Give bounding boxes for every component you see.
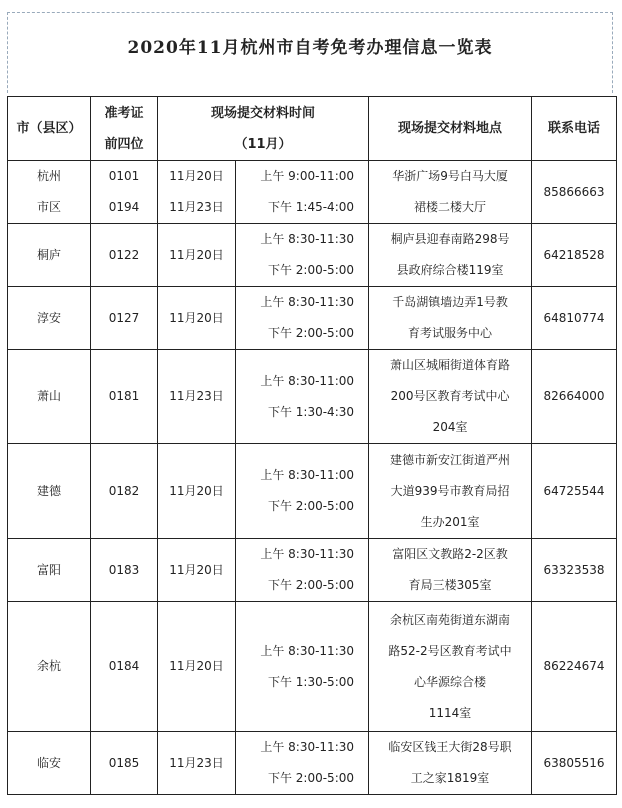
prefix-cell: 0184: [91, 602, 158, 732]
header-phone: 联系电话: [532, 97, 617, 161]
city-cell: 萧山: [8, 350, 91, 444]
prefix-cell: 0127: [91, 287, 158, 350]
date-cell: 11月23日: [158, 350, 236, 444]
prefix-cell: 0181: [91, 350, 158, 444]
location-cell: 桐庐县迎春南路298号 县政府综合楼119室: [369, 224, 532, 287]
phone-cell: 82664000: [532, 350, 617, 444]
time-cell: 上午 8:30-11:00 下午 1:30-4:30: [236, 350, 369, 444]
time-cell: 上午 8:30-11:00 下午 2:00-5:00: [236, 444, 369, 539]
location-cell: 建德市新安江街道严州 大道939号市教育局招 生办201室: [369, 444, 532, 539]
table-row: [8, 350, 617, 444]
location-cell: 萧山区城厢街道体育路 200号区教育考试中心 204室: [369, 350, 532, 444]
location-cell: 富阳区文教路2-2区教 育局三楼305室: [369, 539, 532, 602]
header-location: 现场提交材料地点: [369, 97, 532, 161]
city-cell: 临安: [8, 732, 91, 795]
time-cell: 上午 8:30-11:30 下午 2:00-5:00: [236, 732, 369, 795]
time-cell: 上午 8:30-11:30 下午 2:00-5:00: [236, 224, 369, 287]
location-cell: 华浙广场9号白马大厦 裙楼二楼大厅: [369, 161, 532, 224]
info-table: [7, 96, 617, 795]
date-cell: 11月23日: [158, 732, 236, 795]
city-cell: 杭州 市区: [8, 161, 91, 224]
prefix-cell: 0182: [91, 444, 158, 539]
phone-cell: 64218528: [532, 224, 617, 287]
date-cell: 11月20日: [158, 602, 236, 732]
date-cell: 11月20日: [158, 224, 236, 287]
phone-cell: 86224674: [532, 602, 617, 732]
location-cell: 临安区钱王大街28号职 工之家1819室: [369, 732, 532, 795]
phone-cell: 63323538: [532, 539, 617, 602]
time-cell: 上午 9:00-11:00 下午 1:45-4:00: [236, 161, 369, 224]
location-cell: 余杭区南苑街道东湖南 路52-2号区教育考试中 心华源综合楼 1114室: [369, 602, 532, 732]
time-cell: 上午 8:30-11:30 下午 1:30-5:00: [236, 602, 369, 732]
city-cell: 余杭: [8, 602, 91, 732]
date-cell: 11月20日: [158, 444, 236, 539]
date-cell: 11月20日 11月23日: [158, 161, 236, 224]
header-prefix: 准考证 前四位: [91, 97, 158, 161]
phone-cell: 63805516: [532, 732, 617, 795]
table-row: [8, 539, 617, 602]
header-time: 现场提交材料时间 （11月）: [158, 97, 369, 161]
location-cell: 千岛湖镇墙边弄1号教 育考试服务中心: [369, 287, 532, 350]
phone-cell: 85866663: [532, 161, 617, 224]
header-row: [8, 97, 617, 161]
prefix-cell: 0101 0194: [91, 161, 158, 224]
page-title: 2020年11月杭州市自考免考办理信息一览表: [127, 38, 493, 58]
prefix-cell: 0185: [91, 732, 158, 795]
table-row: [8, 287, 617, 350]
city-cell: 桐庐: [8, 224, 91, 287]
city-cell: 淳安: [8, 287, 91, 350]
city-cell: 建德: [8, 444, 91, 539]
table-row: [8, 444, 617, 539]
table-row: [8, 732, 617, 795]
time-cell: 上午 8:30-11:30 下午 2:00-5:00: [236, 287, 369, 350]
prefix-cell: 0183: [91, 539, 158, 602]
date-cell: 11月20日: [158, 287, 236, 350]
phone-cell: 64725544: [532, 444, 617, 539]
table-row: [8, 602, 617, 732]
table-row: [8, 161, 617, 224]
phone-cell: 64810774: [532, 287, 617, 350]
header-city: 市（县区）: [8, 97, 91, 161]
table-row: [8, 224, 617, 287]
prefix-cell: 0122: [91, 224, 158, 287]
city-cell: 富阳: [8, 539, 91, 602]
title-box: [7, 12, 613, 93]
time-cell: 上午 8:30-11:30 下午 2:00-5:00: [236, 539, 369, 602]
date-cell: 11月20日: [158, 539, 236, 602]
